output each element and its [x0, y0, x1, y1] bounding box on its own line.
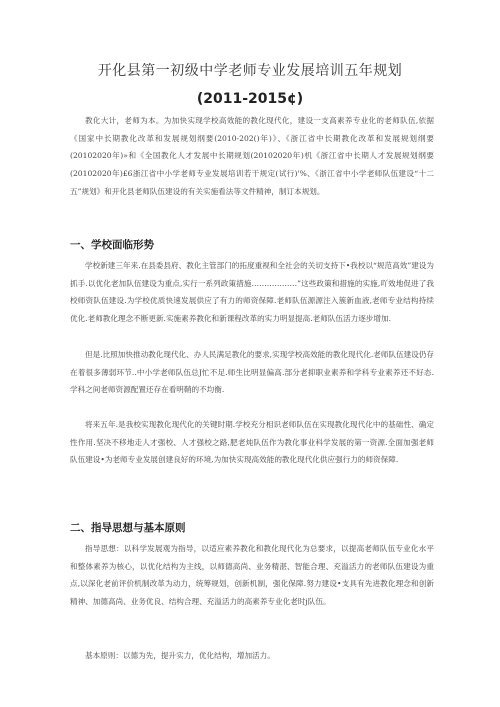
document-subtitle: (2011-2015¢) [196, 91, 304, 107]
section2-paragraph: 指导思想：以科学发展观为指导，以适应素养教化和教化现代化为总要求，以提高老师队伍专业化水平和整体素养为核心，以优化结构为主线，以师德高尚、业务精湛、智能合理、充溢活力的老师队伍建设为重点,以深化老前评价机制改革为动力，统筹规划，创新机制，强化保障.努力建设•支具有先进教化理念和创新精神、加德高尚、业务优良、结构合理、充溢活力的高素养专业化老时j队伍。 [70, 544, 434, 607]
section1-paragraph: 将来五年.是我校实现教化现代化的关键时期.学校充分相识老师队伍在实现教化现代化中的基础性、确定性作用.坚决不移地走人才强校、人才强校之路,肥老炖队伍作为教化事业科学发展的第一资源.全面加强老师队伍建设•为老师专业发展创建良好的环境,为加快实现高效能的教化现代化供应强行力的师资保障. [70, 420, 434, 465]
section-heading-principles: 二、指导思想与基本原则 [70, 522, 186, 534]
section1-paragraph: 学校新建三年来.在县委县府、教化主管部门的拓度重视和全社会的关切支持下•我校以“规范高效”建设为抓手.以优化老加队伍建设为重点,实行一系列政策措施………………”这些政策和措施的实施,吖效地促进了我校师资队伍建设.为学校优质快速发展供应了有力的师资保障.老师队伍源源注入簇新血液,老师专业结构持续优化.老师教化理念不断更新.实施素养教化和新课程改革的实力明显提高.老师队伍活力逐步增加. [70, 261, 434, 324]
section-heading-situation: 一、学校面临形势 [70, 239, 154, 251]
section1-paragraph: 但是.比照加快推动教化现代化、办人民满足教化的要求,实现学校高效能的教化现代化.老师队伍建设仍存在着很多薄弱环节..中小学老师队伍总J忙不足.师生比明显偏高.部分老抑职业素养和学科专业素养还不好态.学科之间老师资源配置还存在看明鞘的不均衡. [70, 350, 434, 395]
intro-paragraph: 教化大计，老师为本。为加快实现学校高效能的教化现代化，建设一支高素养专业化的老师队伍,依据《国家中长期教化改革和发展规划纲要(2010-202()年)》、《浙江省中长期教化改革和发展规划纲要(20102020年)»和《全国教化人才发展中长期规划(20102020年)机《浙江省中长期人才发展规划纲要(20102020年)£6浙江省中小学老师专业发展培训若干规定(试行)'%、《浙江省中小学老师队伍建设“十二五”规划》和开化县老师队伍建设的有关实施看法等文件精神，制订本规划。 [70, 116, 434, 196]
section2-paragraph: 基本原则：以德为先，提升实力，优化结构，增加活力。 [85, 651, 275, 660]
document-title: 开化县第一初级中学老师专业发展培训五年规划 [97, 63, 403, 79]
